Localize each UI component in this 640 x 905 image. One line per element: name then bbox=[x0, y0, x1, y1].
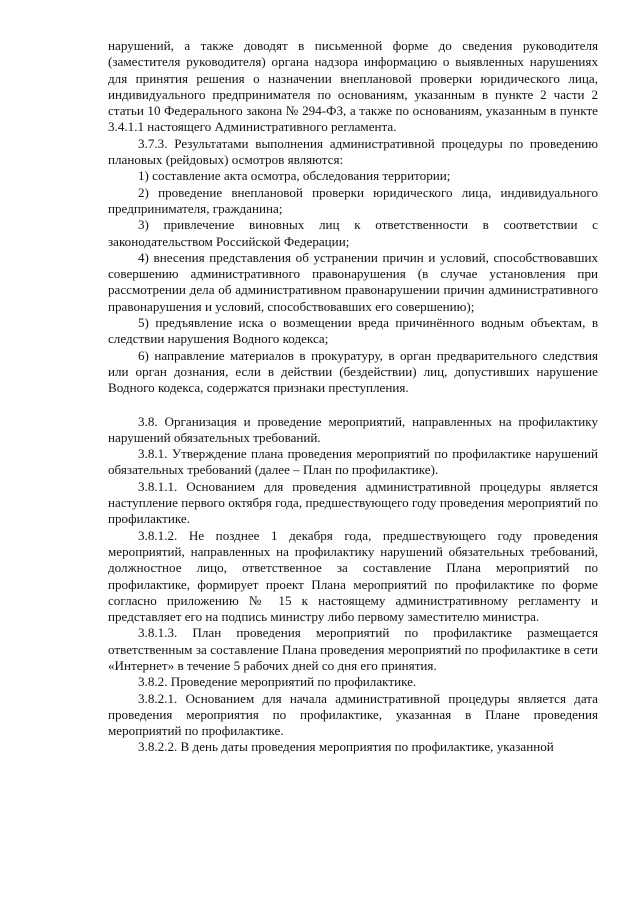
paragraph-3-8-2-2: 3.8.2.2. В день даты проведения мероприятия по профилактике, указанной bbox=[138, 739, 554, 755]
document-page bbox=[108, 38, 598, 756]
paragraph-3-8-2: 3.8.2. Проведение мероприятий по профилактике. bbox=[138, 674, 417, 690]
paragraph-3-8-1-1: 3.8.1.1. Основанием для проведения административной процедуры является наступление первого октября года, предшествующего году проведения мероприятий по профилактике. bbox=[108, 478, 598, 527]
list-item-6: 6) направление материалов в прокуратуру, в орган предварительного следствия или орган дознания, если в действии (бездействии) лиц, допустивших нарушение Водного кодекса, содержатся признаки преступления. bbox=[108, 347, 598, 396]
paragraph-3-8-2-1: 3.8.2.1. Основанием для начала административной процедуры является дата проведения мероприятия по профилактике, указанная в Плане проведения мероприятий по профилактике. bbox=[108, 690, 598, 739]
paragraph-continuation: нарушений, а также доводят в письменной форме до сведения руководителя (заместителя руководителя) органа надзора информацию о выявленных нарушениях для принятия решения о назначении внеплановой проверки юридического лица, индивидуального предпринимателя по основаниям, указанным в пункте 2 части 2 статьи 10 Федерального закона № 294-ФЗ, а также по основаниям, указанным в пункте 3.4.1.1 настоящего Административного регламента. bbox=[108, 38, 598, 135]
paragraph-3-8-1-2: 3.8.1.2. Не позднее 1 декабря года, предшествующего году проведения мероприятий, направленных на профилактику нарушений обязательных требований, должностное лицо, ответственное за составление Плана мероприятий по профилактике, формирует проект Плана мероприятий по профилактике по форме согласно приложению № 15 к настоящему административному регламенту и представляет его на подпись министру либо первому заместителю министра. bbox=[108, 527, 598, 625]
list-item-1: 1) составление акта осмотра, обследования территории; bbox=[138, 168, 451, 184]
list-item-3: 3) привлечение виновных лиц к ответственности в соответствии с законодательством Российской Федерации; bbox=[108, 217, 598, 249]
paragraph-3-8-1: 3.8.1. Утверждение плана проведения мероприятий по профилактике нарушений обязательных требований (далее – План по профилактике). bbox=[108, 446, 598, 478]
paragraph-3-7-3: 3.7.3. Результатами выполнения административной процедуры по проведению плановых (рейдовых) осмотров являются: bbox=[108, 135, 598, 168]
list-item-5: 5) предъявление иска о возмещении вреда причинённого водным объектам, в следствии нарушения Водного кодекса; bbox=[108, 315, 598, 347]
list-item-4: 4) внесения представления об устранении причин и условий, способствовавших совершению административного правонарушения (в случае установления при рассмотрении дела об административном правонарушении причин административного правонарушения и условий, способствовавших его совершению); bbox=[108, 249, 598, 314]
section-heading-3-8: 3.8. Организация и проведение мероприятий, направленных на профилактику нарушений обязательных требований. bbox=[108, 413, 598, 445]
paragraph-3-8-1-3: 3.8.1.3. План проведения мероприятий по профилактике размещается ответственным за составление Плана проведения мероприятий по профилактике в сети «Интернет» в течение 5 рабочих дней со дня его принятия. bbox=[108, 625, 598, 673]
list-item-2: 2) проведение внеплановой проверки юридического лица, индивидуального предпринимателя, гражданина; bbox=[108, 184, 598, 216]
